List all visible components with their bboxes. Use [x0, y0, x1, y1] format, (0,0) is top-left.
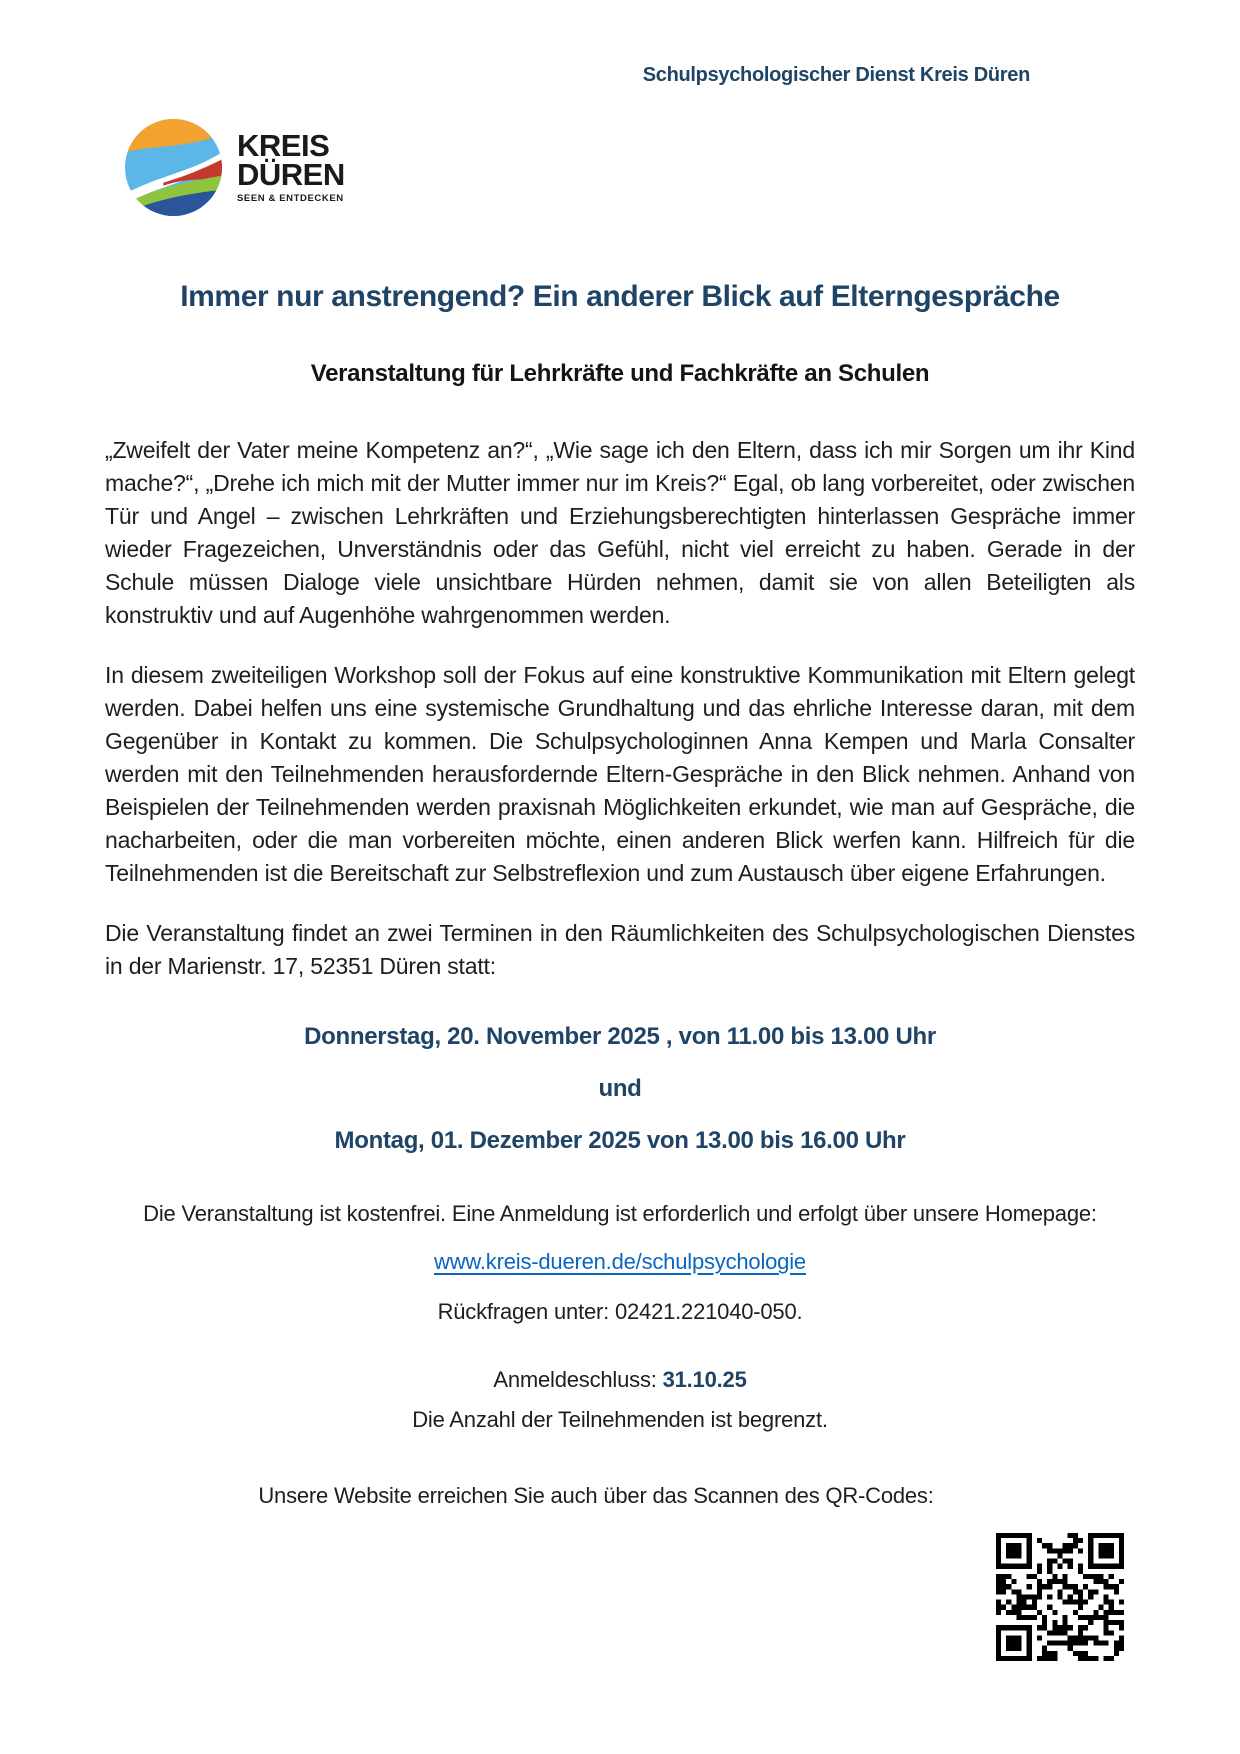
kreis-dueren-logo: [125, 119, 425, 216]
page-subtitle: Veranstaltung für Lehrkräfte und Fachkräfte an Schulen: [310, 360, 930, 387]
paragraph-location: Die Veranstaltung findet an zwei Terminen in den Räumlichkeiten des Schulpsychologischen Dienstes in der Marienstr. 17, 52351 Düren statt:: [105, 920, 1135, 979]
event-date-2: Montag, 01. Dezember 2025 von 13.00 bis 16.00 Uhr: [334, 1127, 906, 1154]
paragraph-intro: „Zweifelt der Vater meine Kompetenz an?“, „Wie sage ich den Eltern, dass ich mir Sorgen um ihr Kind mache?“, „Drehe ich mich mit der Mutter immer nur im Kreis?“ Egal, ob lang vorbereitet, oder zwischen Tür und Angel – zwischen Lehrkräften und Erziehungsberechtigten hinterlassen Gespräche immer wieder Fragezeichen, Unverständnis oder das Gefühl, nicht viel erreicht zu haben. Gerade in der Schule müssen Dialoge viele unsichtbare Hürden nehmen, damit sie von allen Beteiligten als konstruktiv und auf Augenhöhe wahrgenommen werden.: [105, 437, 1135, 628]
phone-info: Rückfragen unter: 02421.221040-050.: [437, 1299, 803, 1324]
paragraph-workshop: In diesem zweiteiligen Workshop soll der Fokus auf eine konstruktive Kommunikation mit Eltern gelegt werden. Dabei helfen uns eine systemische Grundhaltung und das ehrliche Interesse daran, mit dem Gegenüber in Kontakt zu kommen. Die Schulpsychologinnen Anna Kempen und Marla Consalter werden mit den Teilnehmenden herausfordernde Eltern-Gespräche in den Blick nehmen. Anhand von Beispielen der Teilnehmenden werden praxisnah Möglichkeiten erkundet, wie man auf Gespräche, die nacharbeiten, oder die man vorbereiten möchte, einen anderen Blick werfen kann. Hilfreich für die Teilnehmenden ist die Bereitschaft zur Selbstreflexion und zum Austausch über eigene Erfahrungen.: [105, 662, 1135, 886]
kreis-dueren-logo-text: [237, 128, 345, 205]
body-text: [105, 434, 1135, 983]
kreis-dueren-logo-icon: [125, 119, 222, 216]
registration-info: Die Veranstaltung ist kostenfrei. Eine Anmeldung ist erforderlich und erfolgt über unsere Homepage:: [143, 1201, 1097, 1226]
logo-word-dueren: DÜREN: [237, 157, 345, 193]
logo-word-kreis: KREIS: [237, 128, 330, 164]
participant-limit-note: Die Anzahl der Teilnehmenden ist begrenzt.: [412, 1407, 828, 1432]
qr-hint-text: Unsere Website erreichen Sie auch über das Scannen des QR-Codes:: [258, 1483, 934, 1508]
deadline-line: [105, 1367, 1135, 1393]
event-dates: [105, 1023, 1135, 1155]
event-date-1: Donnerstag, 20. November 2025 , von 11.00 bis 13.00 Uhr: [304, 1023, 936, 1050]
qr-code: [996, 1533, 1124, 1661]
page-title: Immer nur anstrengend? Ein anderer Blick auf Elterngespräche: [180, 280, 1060, 313]
logo-tagline: SEEN & ENTDECKEN: [237, 193, 344, 205]
registration-block: [105, 1201, 1135, 1509]
deadline-label: Anmeldeschluss:: [493, 1367, 663, 1392]
homepage-link[interactable]: www.kreis-dueren.de/schulpsychologie: [434, 1249, 806, 1274]
document-header-department: Schulpsychologischer Dienst Kreis Düren: [642, 64, 1030, 86]
event-date-connector: und: [598, 1075, 642, 1102]
deadline-value: 31.10.25: [662, 1367, 747, 1392]
